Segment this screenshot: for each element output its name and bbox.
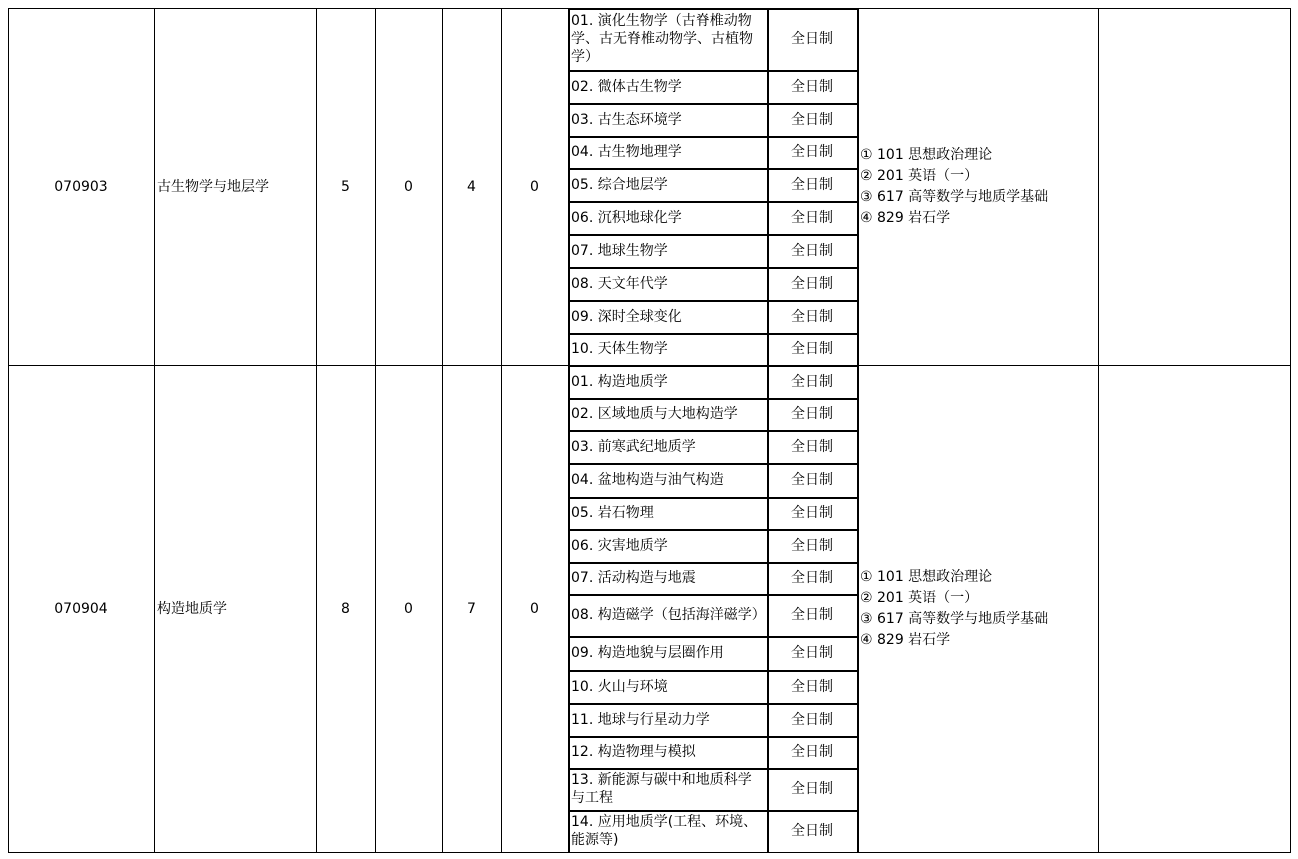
study-mode: 全日制 bbox=[767, 768, 857, 810]
grid-line bbox=[568, 529, 857, 531]
study-mode: 全日制 bbox=[767, 234, 857, 267]
grid-line bbox=[568, 736, 857, 738]
count-cell: 0 bbox=[501, 8, 568, 365]
major-name: 古生物学与地层学 bbox=[154, 8, 316, 365]
research-direction: 09. 深时全球变化 bbox=[568, 300, 767, 333]
study-mode: 全日制 bbox=[767, 168, 857, 201]
grid-line bbox=[568, 333, 857, 335]
study-mode: 全日制 bbox=[767, 594, 857, 636]
research-direction: 08. 天文年代学 bbox=[568, 267, 767, 300]
major-name: 构造地质学 bbox=[154, 365, 316, 852]
count-cell: 7 bbox=[442, 365, 501, 852]
study-mode: 全日制 bbox=[767, 201, 857, 234]
grid-line bbox=[568, 168, 857, 170]
grid-line bbox=[8, 8, 9, 853]
research-direction: 02. 微体古生物学 bbox=[568, 70, 767, 103]
research-direction: 05. 综合地层学 bbox=[568, 168, 767, 201]
study-mode: 全日制 bbox=[767, 703, 857, 736]
grid-line bbox=[442, 8, 443, 853]
grid-line bbox=[568, 430, 857, 432]
exam-subjects bbox=[857, 365, 1098, 852]
grid-line bbox=[568, 636, 857, 638]
study-mode: 全日制 bbox=[767, 8, 857, 70]
study-mode: 全日制 bbox=[767, 267, 857, 300]
exam-subject: ① 101 思想政治理论 bbox=[860, 568, 993, 585]
count-cell: 4 bbox=[442, 8, 501, 365]
grid-line bbox=[154, 8, 155, 853]
research-direction: 09. 构造地貌与层圈作用 bbox=[568, 636, 767, 670]
research-direction: 02. 区域地质与大地构造学 bbox=[568, 398, 767, 430]
exam-subject: ① 101 思想政治理论 bbox=[860, 146, 993, 163]
research-direction: 04. 盆地构造与油气构造 bbox=[568, 463, 767, 497]
research-direction: 10. 天体生物学 bbox=[568, 333, 767, 365]
research-direction: 06. 沉积地球化学 bbox=[568, 201, 767, 234]
count-cell: 0 bbox=[501, 365, 568, 852]
research-direction: 04. 古生物地理学 bbox=[568, 136, 767, 168]
grid-line bbox=[568, 201, 857, 203]
research-direction: 07. 活动构造与地震 bbox=[568, 562, 767, 594]
research-direction: 03. 古生态环境学 bbox=[568, 103, 767, 136]
research-direction: 01. 演化生物学（古脊椎动物学、古无脊椎动物学、古植物学） bbox=[568, 8, 767, 70]
study-mode: 全日制 bbox=[767, 398, 857, 430]
research-direction: 07. 地球生物学 bbox=[568, 234, 767, 267]
research-direction: 03. 前寒武纪地质学 bbox=[568, 430, 767, 463]
research-direction: 11. 地球与行星动力学 bbox=[568, 703, 767, 736]
exam-subject: ④ 829 岩石学 bbox=[860, 209, 951, 226]
grid-line bbox=[568, 300, 857, 302]
study-mode: 全日制 bbox=[767, 736, 857, 768]
study-mode: 全日制 bbox=[767, 810, 857, 852]
grid-line bbox=[857, 8, 859, 853]
study-mode: 全日制 bbox=[767, 300, 857, 333]
grid-line bbox=[568, 562, 857, 564]
grid-line bbox=[316, 8, 317, 853]
grid-line bbox=[568, 497, 857, 499]
research-direction: 05. 岩石物理 bbox=[568, 497, 767, 529]
study-mode: 全日制 bbox=[767, 636, 857, 670]
count-cell: 0 bbox=[375, 365, 442, 852]
study-mode: 全日制 bbox=[767, 497, 857, 529]
grid-line bbox=[568, 398, 857, 400]
grid-line bbox=[568, 103, 857, 105]
grid-line bbox=[568, 8, 570, 853]
study-mode: 全日制 bbox=[767, 70, 857, 103]
exam-subject: ③ 617 高等数学与地质学基础 bbox=[860, 188, 1049, 205]
grid-line bbox=[568, 594, 857, 596]
research-direction: 10. 火山与环境 bbox=[568, 670, 767, 703]
major-code: 070903 bbox=[8, 8, 154, 365]
study-mode: 全日制 bbox=[767, 333, 857, 365]
study-mode: 全日制 bbox=[767, 103, 857, 136]
research-direction: 08. 构造磁学（包括海洋磁学） bbox=[568, 594, 767, 636]
exam-subject: ③ 617 高等数学与地质学基础 bbox=[860, 610, 1049, 627]
exam-subject: ④ 829 岩石学 bbox=[860, 631, 951, 648]
remark-cell bbox=[1098, 365, 1290, 852]
grid-line bbox=[767, 8, 769, 853]
grid-line bbox=[375, 8, 376, 853]
exam-subject: ② 201 英语（一） bbox=[860, 589, 979, 606]
grid-line bbox=[568, 463, 857, 465]
grid-line bbox=[1098, 8, 1099, 853]
study-mode: 全日制 bbox=[767, 365, 857, 398]
study-mode: 全日制 bbox=[767, 562, 857, 594]
grid-line bbox=[568, 234, 857, 236]
study-mode: 全日制 bbox=[767, 430, 857, 463]
grid-line bbox=[568, 670, 857, 672]
grid-line bbox=[568, 703, 857, 705]
grid-line bbox=[568, 70, 857, 72]
study-mode: 全日制 bbox=[767, 463, 857, 497]
major-code: 070904 bbox=[8, 365, 154, 852]
grid-line bbox=[568, 267, 857, 269]
count-cell: 0 bbox=[375, 8, 442, 365]
count-cell: 5 bbox=[316, 8, 375, 365]
grid-line bbox=[501, 8, 502, 853]
study-mode: 全日制 bbox=[767, 529, 857, 562]
research-direction: 06. 灾害地质学 bbox=[568, 529, 767, 562]
exam-subjects bbox=[857, 8, 1098, 365]
grid-line bbox=[568, 136, 857, 138]
grid-line bbox=[568, 768, 857, 770]
grid-line bbox=[568, 810, 857, 812]
study-mode: 全日制 bbox=[767, 136, 857, 168]
research-direction: 12. 构造物理与模拟 bbox=[568, 736, 767, 768]
research-direction: 14. 应用地质学(工程、环境、能源等) bbox=[568, 810, 767, 852]
exam-subject: ② 201 英语（一） bbox=[860, 167, 979, 184]
count-cell: 8 bbox=[316, 365, 375, 852]
study-mode: 全日制 bbox=[767, 670, 857, 703]
research-direction: 13. 新能源与碳中和地质科学与工程 bbox=[568, 768, 767, 810]
research-direction: 01. 构造地质学 bbox=[568, 365, 767, 398]
remark-cell bbox=[1098, 8, 1290, 365]
grid-line bbox=[1290, 8, 1291, 853]
